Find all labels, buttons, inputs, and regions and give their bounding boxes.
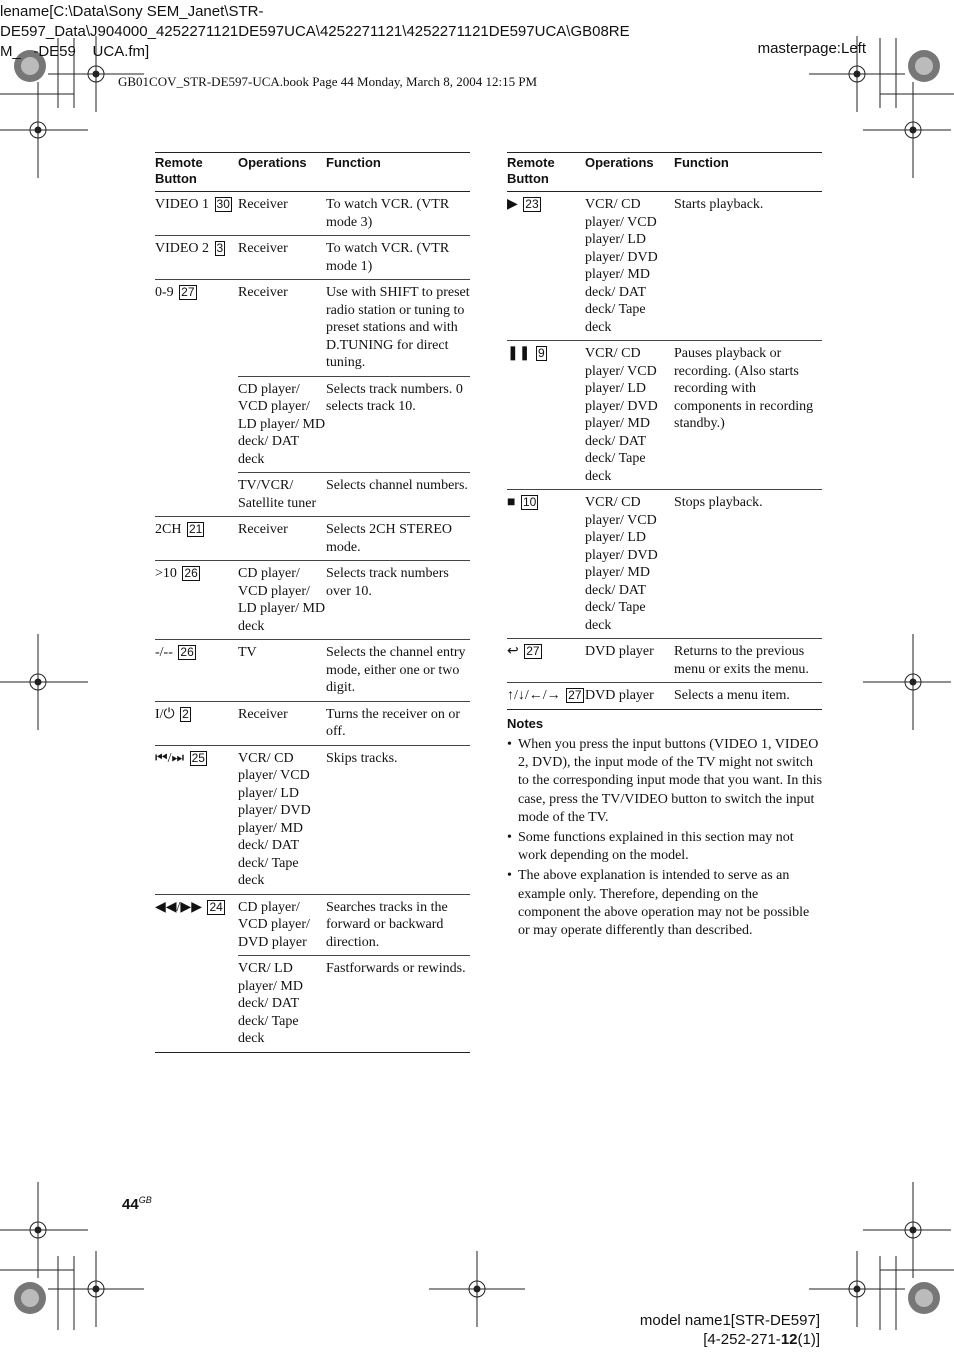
page-number-value: 44	[122, 1196, 139, 1213]
model-line-2-bold: 12	[780, 1331, 798, 1348]
button-number-badge: 27	[568, 688, 582, 702]
function-cell: Searches tracks in the forward or backward direction.	[326, 894, 470, 956]
table-row	[155, 517, 470, 561]
page-number	[122, 1195, 152, 1213]
button-number-badge: 30	[216, 197, 230, 211]
page-suffix: GB	[138, 1195, 152, 1205]
button-label: VIDEO 2	[155, 241, 210, 256]
function-cell: Fastforwards or rewinds.	[326, 956, 470, 1053]
operations-cell: Receiver	[238, 192, 326, 236]
note-item: • When you press the input buttons (VIDEO 1, VIDEO 2, DVD), the input mode of the TV might not switch to the corresponding input mode that you want. In this case, press the TV/VIDEO button to switch the input mode of the TV.	[507, 736, 823, 827]
col-function: Function	[326, 153, 470, 192]
remote-button-cell	[507, 683, 585, 710]
notes-list	[507, 736, 823, 942]
table-row	[155, 236, 470, 280]
function-cell: Turns the receiver on or off.	[326, 701, 470, 745]
button-label: >10	[155, 566, 177, 581]
right-table-body	[507, 192, 822, 710]
operations-cell: VCR/ CD player/ VCD player/ LD player/ DVD player/ MD deck/ DAT deck/ Tape deck	[585, 341, 674, 490]
remote-button-cell	[155, 745, 238, 894]
note-item: • Some functions explained in this section may not work depending on the model.	[507, 829, 823, 865]
header-filename	[0, 2, 660, 62]
operations-cell: VCR/ CD player/ VCD player/ LD player/ DVD player/ MD deck/ DAT deck/ Tape deck	[238, 745, 326, 894]
button-number-badge: 9	[537, 346, 545, 360]
model-line-1: model name1[STR-DE597]	[639, 1312, 820, 1329]
table-row	[507, 341, 822, 490]
remote-button-cell	[507, 639, 585, 683]
button-number-badge: 21	[188, 522, 203, 536]
remote-button-cell	[507, 490, 585, 639]
operations-cell: TV	[238, 640, 326, 702]
model-info	[640, 1311, 820, 1349]
function-cell: Selects the channel entry mode, either one or two digit.	[326, 640, 470, 702]
table-row	[155, 640, 470, 702]
function-cell: Selects channel numbers.	[326, 473, 470, 517]
operations-cell: TV/VCR/ Satellite tuner	[238, 473, 326, 517]
button-label: ❚❚	[507, 346, 531, 361]
function-cell: Returns to the previous menu or exits the menu.	[674, 639, 822, 683]
remote-button-cell	[507, 192, 585, 341]
col-function: Function	[674, 153, 822, 192]
table-row	[507, 639, 822, 683]
remote-button-cell	[155, 192, 238, 236]
button-label: 0-9	[155, 285, 174, 300]
operations-cell: Receiver	[238, 280, 326, 377]
button-label: ■	[507, 495, 516, 510]
operations-cell: VCR/ CD player/ VCD player/ LD player/ DVD player/ MD deck/ DAT deck/ Tape deck	[585, 490, 674, 639]
operations-cell: VCR/ CD player/ VCD player/ LD player/ DVD player/ MD deck/ DAT deck/ Tape deck	[585, 192, 674, 341]
filename-line-1: lename[C:\Data\Sony SEM_Janet\STR-	[0, 3, 264, 20]
function-cell: Selects track numbers over 10.	[326, 561, 470, 640]
col-operations: Operations	[238, 153, 326, 192]
remote-button-cell	[155, 701, 238, 745]
left-table-body	[155, 192, 470, 1053]
button-number-badge: 2	[182, 706, 189, 721]
table-row	[155, 376, 470, 473]
remote-button-cell	[155, 376, 238, 473]
masterpage-label: masterpage:Left	[757, 40, 866, 57]
note-item: • The above explanation is intended to serve as an example only. Therefore, depending on the component the above operation may not be possible or may operate differently than described.	[507, 867, 823, 940]
remote-button-cell	[155, 640, 238, 702]
function-cell: Pauses playback or recording. (Also starts recording with components in recording standby.)	[674, 341, 822, 490]
function-cell: To watch VCR. (VTR mode 3)	[326, 192, 470, 236]
right-operations-table	[507, 152, 822, 710]
remote-button-cell	[155, 517, 238, 561]
operations-cell: CD player/ VCD player/ LD player/ MD deck	[238, 561, 326, 640]
button-label: 2CH	[155, 522, 182, 537]
button-number-badge: 25	[191, 750, 205, 765]
button-label: ↩	[507, 644, 519, 659]
model-line-2	[640, 1330, 820, 1349]
function-cell: Starts playback.	[674, 192, 822, 341]
button-label: ▶	[507, 197, 518, 212]
function-cell: Selects a menu item.	[674, 683, 822, 710]
operations-cell: CD player/ VCD player/ LD player/ MD deck/ DAT deck	[238, 376, 326, 473]
function-cell: Skips tracks.	[326, 745, 470, 894]
button-number-badge: 27	[526, 644, 540, 658]
operations-cell: VCR/ LD player/ MD deck/ DAT deck/ Tape deck	[238, 956, 326, 1053]
table-row	[155, 561, 470, 640]
operations-cell: DVD player	[585, 683, 674, 710]
operations-cell: Receiver	[238, 517, 326, 561]
button-label: ◀◀/▶▶	[155, 899, 202, 915]
table-row	[155, 280, 470, 377]
table-row	[155, 701, 470, 745]
table-row	[155, 473, 470, 517]
left-operations-table	[155, 152, 470, 1053]
table-row	[507, 683, 822, 710]
operations-cell: DVD player	[585, 639, 674, 683]
button-number-badge: 10	[522, 495, 537, 509]
remote-button-cell	[155, 561, 238, 640]
book-info-line: GB01COV_STR-DE597-UCA.book Page 44 Monday, March 8, 2004 12:15 PM	[118, 74, 538, 89]
function-cell: Stops playback.	[674, 490, 822, 639]
table-row	[155, 956, 470, 1053]
function-cell: Selects 2CH STEREO mode.	[326, 517, 470, 561]
model-line-2-post: (1)]	[797, 1331, 820, 1348]
remote-button-cell	[155, 280, 238, 377]
col-operations: Operations	[585, 153, 674, 192]
table-row	[155, 192, 470, 236]
remote-button-cell	[155, 956, 238, 1053]
table-row	[155, 745, 470, 894]
button-number-badge: 26	[184, 566, 198, 580]
remote-button-cell	[507, 341, 585, 490]
col-remote-button: Remote Button	[155, 153, 238, 192]
filename-line-2: DE597_Data\J904000_4252271121DE597UCA\4252271121\4252271121DE597UCA\GB08RE	[0, 23, 630, 40]
remote-button-cell	[155, 236, 238, 280]
operations-cell: CD player/ VCD player/ DVD player	[238, 894, 326, 956]
function-cell: Selects track numbers. 0 selects track 10.	[326, 376, 470, 473]
filename-line-3: M_ -DE59 UCA.fm]	[0, 43, 150, 60]
operations-cell: Receiver	[238, 236, 326, 280]
table-row	[155, 894, 470, 956]
button-label: ↑/↓/←/→	[507, 688, 561, 703]
remote-button-cell	[155, 473, 238, 517]
button-number-badge: 26	[180, 645, 194, 659]
model-line-2-pre: [4-252-271-	[703, 1331, 781, 1348]
table-row	[507, 192, 822, 341]
function-cell: To watch VCR. (VTR mode 1)	[326, 236, 470, 280]
button-number-badge: 24	[209, 899, 223, 914]
table-row	[507, 490, 822, 639]
button-label: VIDEO 1	[155, 197, 210, 212]
button-label: I/⏻	[155, 706, 175, 722]
button-number-badge: 27	[181, 285, 195, 299]
button-number-badge: 23	[525, 197, 539, 211]
remote-button-cell	[155, 894, 238, 956]
button-number-badge: 3	[216, 241, 224, 255]
col-remote-button: Remote Button	[507, 153, 585, 192]
function-cell: Use with SHIFT to preset radio station or tuning to preset stations and with D.TUNING for direct tuning.	[326, 280, 470, 377]
operations-cell: Receiver	[238, 701, 326, 745]
button-label: -/--	[155, 645, 173, 660]
button-label: ⏮/⏭	[155, 750, 185, 766]
notes-title: Notes	[507, 716, 544, 731]
